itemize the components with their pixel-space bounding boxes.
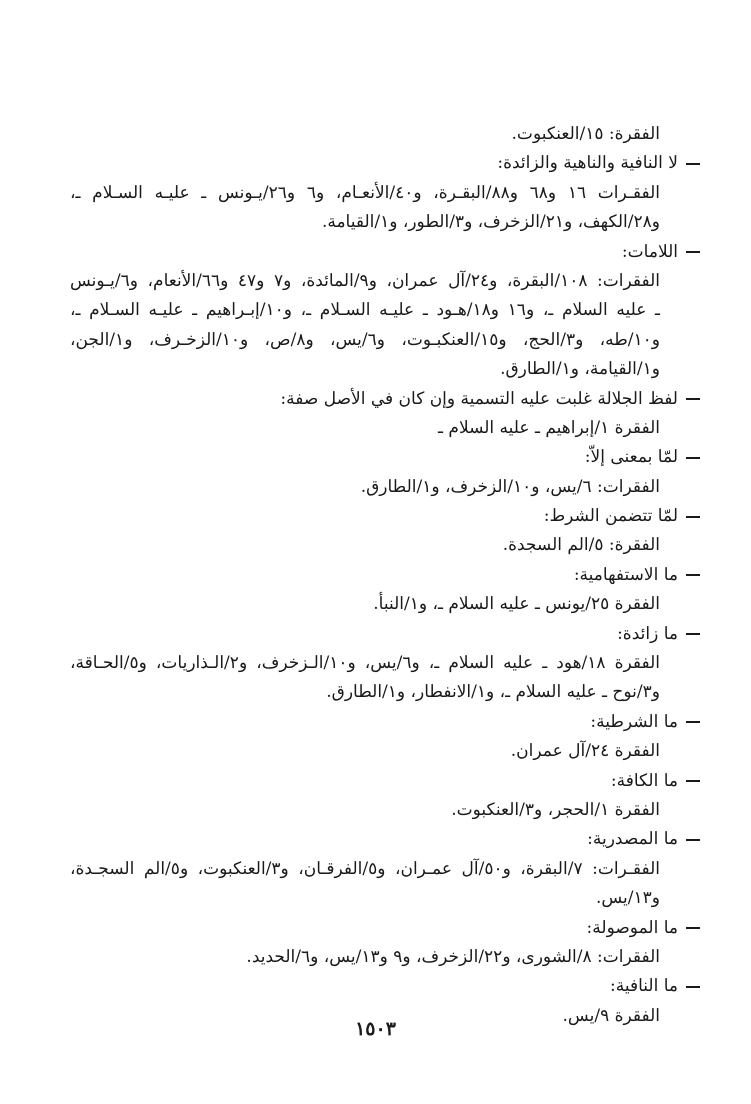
index-heading: [70, 914, 700, 943]
index-entry: ـ عليه السلام ـ، و١٦ و١٨/هـود ـ عليـه السـلام ـ، و١٠/إبـراهيم ـ عليـه السـلام ـ،: [70, 300, 661, 321]
heading-text: لا النافية والناهية والزائدة:: [497, 153, 678, 174]
index-entry: و٣/نوح ـ عليه السلام ـ، و١/الانفطار، و١/الطارق.: [326, 682, 660, 703]
index-heading: [70, 149, 700, 178]
dash-icon: [686, 163, 700, 165]
index-entry: الفقرات: ١٠٨/البقرة، و٢٤/آل عمران، و٩/المائدة، و٧ و٤٧ و٦٦/الأنعام، و٦/يـونس: [70, 270, 660, 291]
index-entry: الفقرة ٢٤/آل عمران.: [510, 741, 660, 762]
heading-text: ما الاستفهامية:: [573, 564, 678, 585]
index-entry: الفقرات: ٨/الشورى، و٢٢/الزخرف، و٩ و١٣/يس، و٦/الحديد.: [246, 946, 660, 967]
index-heading: [70, 825, 700, 854]
index-entry: و١/القيامة، و١/الطارق.: [500, 359, 660, 380]
index-heading: [70, 238, 700, 267]
index-heading: [70, 502, 700, 531]
dash-icon: [686, 633, 700, 635]
dash-icon: [686, 574, 700, 576]
index-entry: الفقرة ١٨/هود ـ عليه السلام ـ، و٦/يس، و١٠/الـزخرف، و٢/الـذاريات، و٥/الحـاقة،: [70, 653, 661, 674]
heading-text: لفظ الجلالة غلبت عليه التسمية وإن كان في الأصل صفة:: [280, 388, 678, 409]
index-entry: الفقرة ٢٥/يونس ـ عليه السلام ـ، و١/النبأ.: [373, 594, 660, 615]
dash-icon: [686, 721, 700, 723]
index-entry: الفقـرات: ٧/البقرة، و٥٠/آل عمـران، و٥/الفرقـان، و٣/العنكبوت، و٥/الم السجـدة،: [70, 858, 661, 879]
dash-icon: [686, 986, 700, 988]
heading-text: ما المصدرية:: [587, 829, 678, 850]
heading-text: ما زائدة:: [617, 623, 678, 644]
index-entry: الفقرة: ١٥/العنكبوت.: [511, 124, 660, 144]
index-entry: الفقرة ١/الحجر، و٣/العنكبوت.: [451, 799, 660, 820]
heading-text: لمّا تتضمن الشرط:: [543, 506, 678, 527]
index-heading: [70, 708, 700, 737]
heading-text: اللامات:: [621, 241, 678, 262]
dash-icon: [686, 780, 700, 782]
index-heading: [70, 620, 700, 649]
dash-icon: [686, 927, 700, 929]
dash-icon: [686, 457, 700, 459]
index-page: [70, 120, 700, 1031]
dash-icon: [686, 516, 700, 518]
index-entry: الفقرة ١/إبراهيم ـ عليه السلام ـ: [438, 417, 660, 438]
heading-text: ما الشرطية:: [590, 711, 678, 732]
page-number: ١٥٠٣: [355, 1018, 396, 1040]
index-entry: الفقـرات ١٦ و٦٨ و٨٨/البقـرة، و٤٠/الأنعـام، و٦ و٢٦/يـونس ـ عليـه السـلام ـ،: [70, 182, 660, 203]
heading-text: ما الموصولة:: [586, 917, 678, 938]
dash-icon: [686, 398, 700, 400]
heading-text: ما النافية:: [610, 976, 678, 997]
index-entry: الفقرة: ٥/الم السجدة.: [502, 535, 660, 556]
index-entry: الفقرة ٩/يس.: [562, 1005, 660, 1026]
dash-icon: [686, 251, 700, 253]
heading-text: ما الكافة:: [610, 770, 678, 791]
index-heading: [70, 443, 700, 472]
index-heading: [70, 385, 700, 414]
dash-icon: [686, 839, 700, 841]
index-entry: الفقرات: ٦/يس، و١٠/الزخرف، و١/الطارق.: [360, 476, 660, 497]
index-heading: [70, 767, 700, 796]
index-heading: [70, 561, 700, 590]
index-entry: و٢٨/الكهف، و٢١/الزخرف، و٣/الطور، و١/القيامة.: [321, 212, 660, 233]
index-heading: [70, 972, 700, 1001]
index-entry: و١٣/يس.: [595, 888, 660, 909]
index-entry: و١٠/طه، و٣/الحج، و١٥/العنكبـوت، و٦/يس، و٨/ص، و١٠/الزخـرف، و١/الجن،: [70, 329, 660, 350]
heading-text: لمّا بمعنى إلاّ:: [584, 447, 678, 468]
